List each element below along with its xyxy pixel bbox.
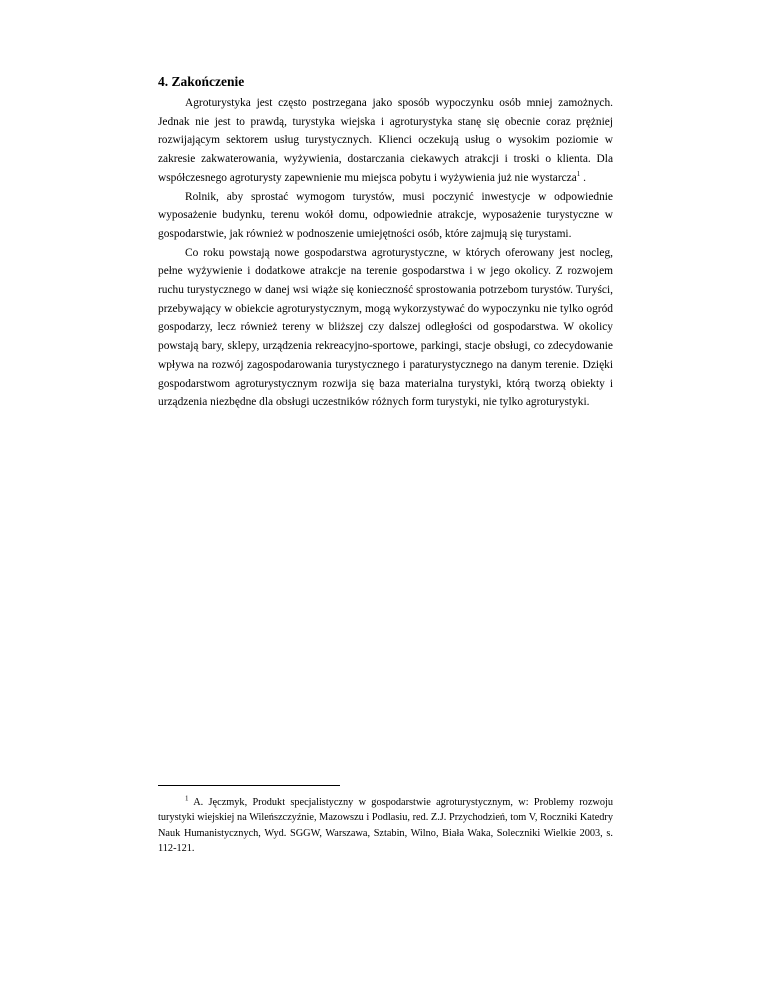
- footnote-separator: [158, 785, 340, 786]
- section-body: [158, 94, 613, 412]
- footnote-reference[interactable]: 1: [576, 170, 581, 179]
- paragraph-3: Co roku powstają nowe gospodarstwa agroturystyczne, w których oferowany jest nocleg, pełne wyżywienie i dodatkowe atrakcje na terenie gospodarstwa i w jego okolicy. Z rozwojem ruchu turystycznego w danej wsi wiąże się konieczność sprostowania potrzebom turystów. Turyści, przebywający w obiekcie agroturystycznym, mogą wykorzystywać do wypoczynku nie tylko ogród gospodarzy, lecz również tereny w bliższej czy dalszej odległości od gospodarstwa. W okolicy powstają bary, sklepy, urządzenia rekreacyjno-sportowe, parkingi, stacje obsługi, co zdecydowanie wpływa na rozwój zagospodarowania turystycznego i paraturystycznego na danym terenie. Dzięki gospodarstwom agroturystycznym rozwija się baza materialna turystyki, którą tworzą obiekty i urządzenia niezbędne dla obsługi uczestników różnych form turystyki, nie tylko agroturystyki.: [158, 246, 613, 409]
- paragraph-1-tail: .: [580, 171, 586, 184]
- footnote-marker: 1: [185, 794, 189, 803]
- footnote: [158, 795, 613, 857]
- paragraph-1: [158, 94, 613, 188]
- paragraph-2: Rolnik, aby sprostać wymogom turystów, musi poczynić inwestycje w odpowiednie wyposażenie budynku, terenu wokół domu, odpowiednie atrakcje, wyposażenie turystyczne w gospodarstwie, jak również w podnoszenie umiejętności osób, które zajmują się turystami.: [158, 190, 613, 240]
- paragraph-1-text: Agroturystyka jest często postrzegana jako sposób wypoczynku osób mniej zamożnych. Jednak nie jest to prawdą, turystyka wiejska i agroturystyka stanę się obecnie coraz prężniej rozwijającym sektorem usług turystycznych. Klienci oczekują usług o wysokim poziomie w zakresie zakwaterowania, wyżywienia, dostarczania ciekawych atrakcji i troski o klienta. Dla współczesnego agroturysty zapewnienie mu miejsca pobytu i wyżywienia już nie wystarcza: [158, 97, 613, 184]
- section-heading: 4. Zakończenie: [158, 74, 245, 89]
- footnote-text: A. Jęczmyk, Produkt specjalistyczny w gospodarstwie agroturystycznym, w: Problemy rozwoju turystyki wiejskiej na Wileńszczyźnie, Mazowszu i Podlasiu, red. Z.J. Przychodzień, tom V, Roczniki Katedry Nauk Humanistycznych, Wyd. SGGW, Warszawa, Sztabin, Wilno, Biała Waka, Soleczniki Wielkie 2003, s. 112-121.: [158, 797, 613, 855]
